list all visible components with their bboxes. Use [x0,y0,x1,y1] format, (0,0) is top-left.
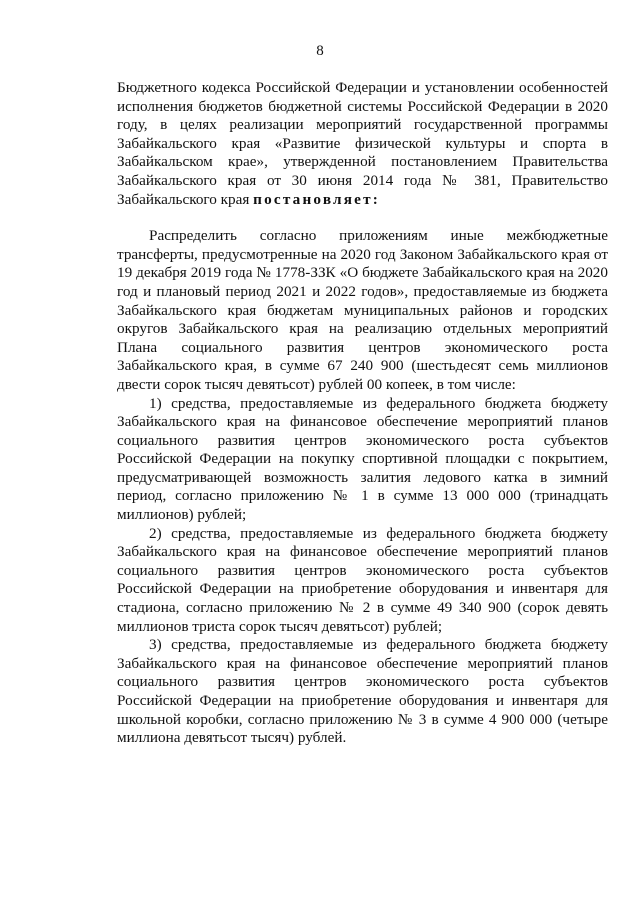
list-item-1: 1) средства, предоставляемые из федерального бюджета бюджету Забайкальского края на финансовое обеспечение мероприятий планов социального развития центров экономического роста субъектов Российской Федерации на покупку спортивной площадки с покрытием, предусматривающей возможность залития ледового катка в зимний период, согласно приложению № 1 в сумме 13 000 000 (тринадцать миллионов) рублей; [117,394,608,524]
main-paragraph: Распределить согласно приложениям иные межбюджетные трансферты, предусмотренные на 2020 год Законом Забайкальского края от 19 декабря 2019 года № 1778-ЗЗК «О бюджете Забайкальского края на 2020 год и плановый период 2021 и 2022 годов», предоставляемые из бюджета Забайкальского края бюджетам муниципальных районов и городских округов Забайкальского края на реализацию отдельных мероприятий Плана социального развития центров экономического роста Забайкальского края, в сумме 67 240 900 (шестьдесят семь миллионов двести сорок тысяч девятьсот) рублей 00 копеек, в том числе: [117,227,608,393]
resolution-keyword: постановляет: [253,190,381,208]
preamble-paragraph [117,79,608,209]
page-number: 8 [316,43,324,59]
document-body [117,79,608,748]
list-item-3: 3) средства, предоставляемые из федерального бюджета бюджету Забайкальского края на финансовое обеспечение мероприятий планов социального развития центров экономического роста субъектов Российской Федерации на приобретение оборудования и инвентаря для школьной коробки, согласно приложению № 3 в сумме 4 900 000 (четыре миллиона девятьсот тысяч) рублей. [117,636,608,747]
preamble-text: Бюджетного кодекса Российской Федерации и установлении особенностей исполнения бюджетов бюджетной системы Российской Федерации в 2020 году, в целях реализации мероприятий государственной программы Забайкальского края «Развитие физической культуры и спорта в Забайкальском крае», утвержденной постановлением Правительства Забайкальского края от 30 июня 2014 года № 381, Правительство Забайкальского края [117,79,608,208]
list-item-2: 2) средства, предоставляемые из федерального бюджета бюджету Забайкальского края на финансовое обеспечение мероприятий планов социального развития центров экономического роста субъектов Российской Федерации на приобретение оборудования и инвентаря для стадиона, согласно приложению № 2 в сумме 49 340 900 (сорок девять миллионов триста сорок тысяч девятьсот) рублей; [117,524,608,635]
